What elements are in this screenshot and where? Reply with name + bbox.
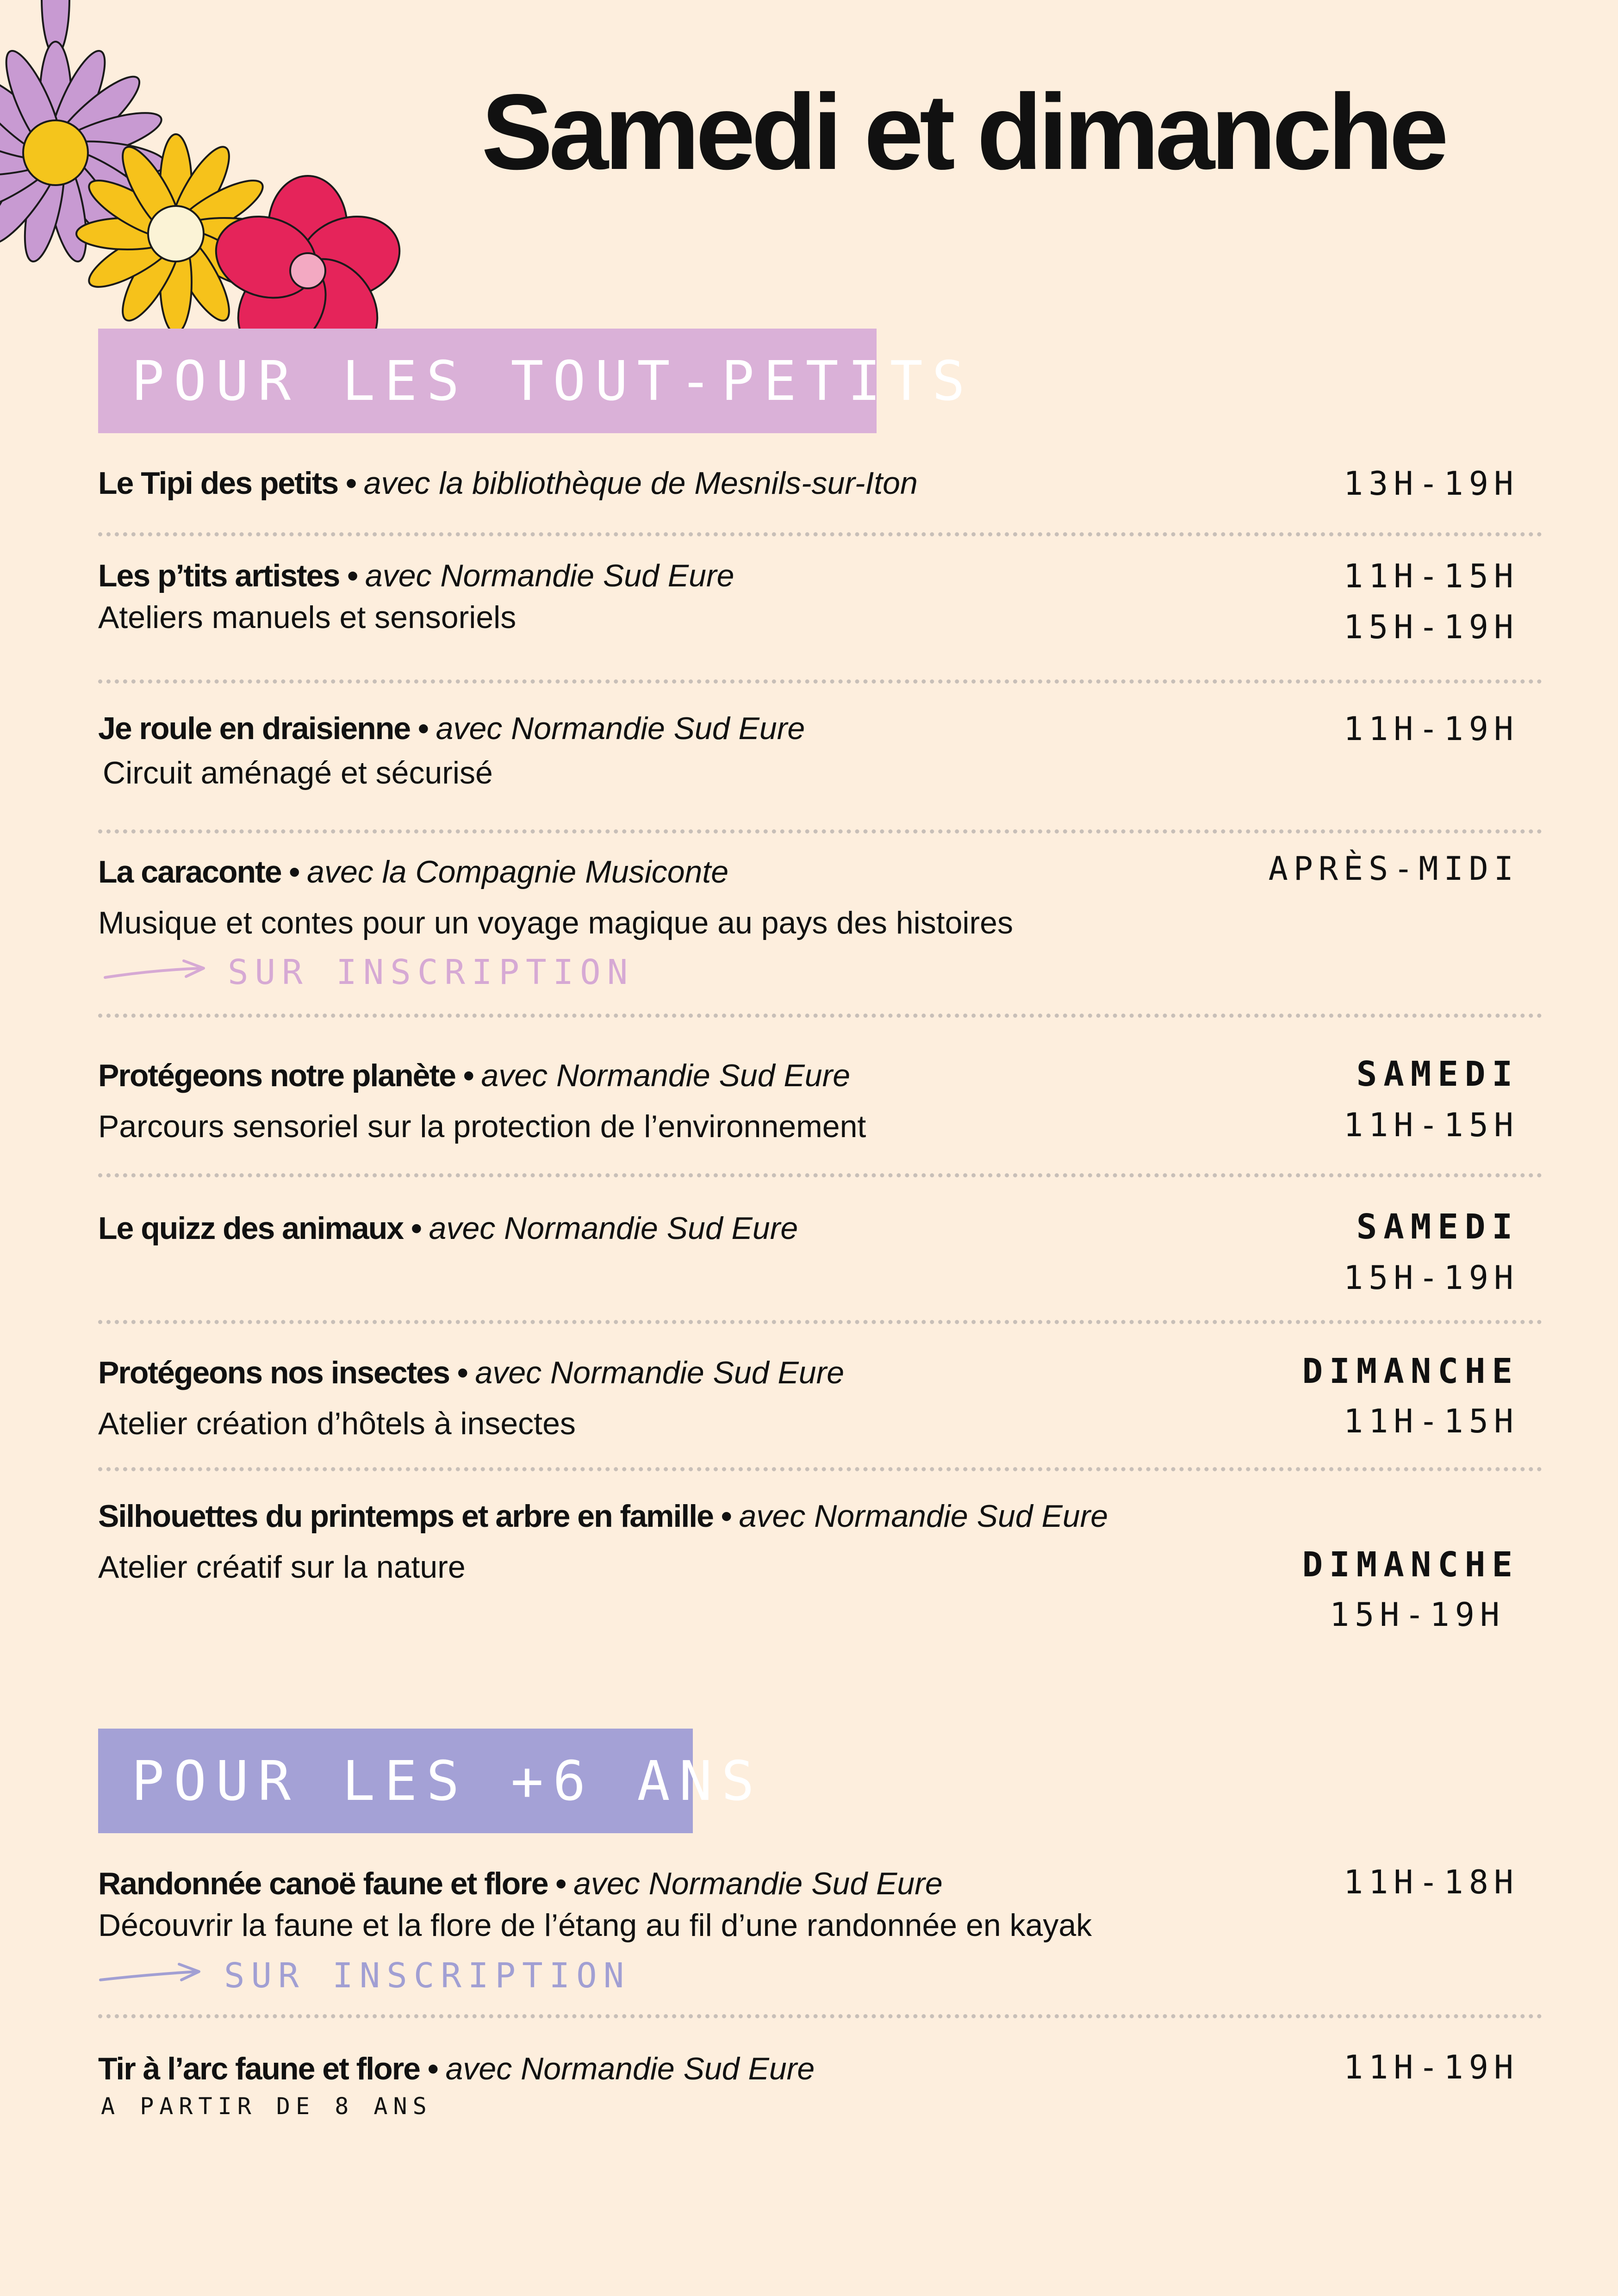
activity-partner: avec Normandie Sud Eure [436,711,805,746]
activity-name: Je roule en draisienne [98,711,411,746]
activity-partner: avec Normandie Sud Eure [429,1211,798,1246]
activity-description: Atelier créatif sur la nature [98,1549,466,1585]
activity-partner: avec Normandie Sud Eure [475,1355,845,1390]
section-label: POUR LES TOUT-PETITS [131,349,974,413]
activity-partner: avec Normandie Sud Eure [573,1866,943,1901]
dotted-divider [98,532,1542,536]
activity-day: DIMANCHE [1302,1545,1519,1585]
activity-description: Musique et contes pour un voyage magique au pays des histoires [98,905,1013,940]
activity-name: Tir à l’arc faune et flore [98,2051,420,2086]
activity-name: Le quizz des animaux [98,1211,404,1246]
dotted-divider [98,1320,1542,1324]
activity-time: 11H-19H [1343,2048,1519,2086]
activity-partner: avec Normandie Sud Eure [365,558,734,593]
age-note: A PARTIR DE 8 ANS [101,2093,432,2120]
section-label: POUR LES +6 ANS [131,1749,764,1813]
dotted-divider [98,1014,1542,1018]
activity-day: SAMEDI [1356,1054,1519,1094]
activity-partner: avec Normandie Sud Eure [481,1058,851,1093]
activity-time: APRÈS-MIDI [1268,850,1519,888]
activity-time: 11H-15H [1343,1106,1519,1144]
activity-name: Le Tipi des petits [98,466,338,501]
activity-name: Silhouettes du printemps et arbre en famille [98,1499,713,1534]
dotted-divider [98,679,1542,684]
activity-description: Ateliers manuels et sensoriels [98,600,517,635]
page-title: Samedi et dimanche [481,72,1445,192]
activity-time: 15H-19H [1329,1596,1505,1634]
activity-partner: avec la Compagnie Musiconte [307,854,729,890]
activity-description: Atelier création d’hôtels à insectes [98,1406,576,1441]
dotted-divider [98,2014,1542,2018]
activity-time: 15H-19H [1343,608,1519,646]
registration-note: SUR INSCRIPTION [224,1956,631,1996]
activity-time: 11H-19H [1343,710,1519,748]
activity-name: Protégeons nos insectes [98,1355,449,1390]
arrow-icon [103,958,209,986]
dotted-divider [98,1173,1542,1177]
activity-time: 11H-15H [1343,1402,1519,1440]
activity-name: Les p’tits artistes [98,558,340,593]
activity-day: SAMEDI [1356,1207,1519,1247]
arrow-icon [98,1960,205,1988]
registration-note: SUR INSCRIPTION [228,952,635,992]
activity-time: 13H-19H [1343,465,1519,503]
activity-description: Circuit aménagé et sécurisé [103,755,493,790]
dotted-divider [98,829,1542,834]
activity-partner: avec Normandie Sud Eure [739,1499,1108,1534]
activity-name: La caraconte [98,854,281,890]
activity-description: Découvrir la faune et la flore de l’étang au fil d’une randonnée en kayak [98,1908,1092,1943]
section-tab-tout-petits [98,329,974,433]
activity-partner: avec Normandie Sud Eure [445,2051,815,2086]
activity-description: Parcours sensoriel sur la protection de l’environnement [98,1109,866,1144]
flowers-illustration [0,0,417,333]
activity-day: DIMANCHE [1302,1351,1519,1391]
section-tab-plus-6-ans [98,1729,764,1833]
activity-time: 11H-15H [1343,557,1519,595]
activity-time: 15H-19H [1343,1259,1519,1297]
activity-name: Randonnée canoë faune et flore [98,1866,548,1901]
activity-partner: avec la bibliothèque de Mesnils-sur-Iton [363,466,918,501]
activity-time: 11H-18H [1343,1863,1519,1901]
activity-name: Protégeons notre planète [98,1058,455,1093]
dotted-divider [98,1467,1542,1471]
